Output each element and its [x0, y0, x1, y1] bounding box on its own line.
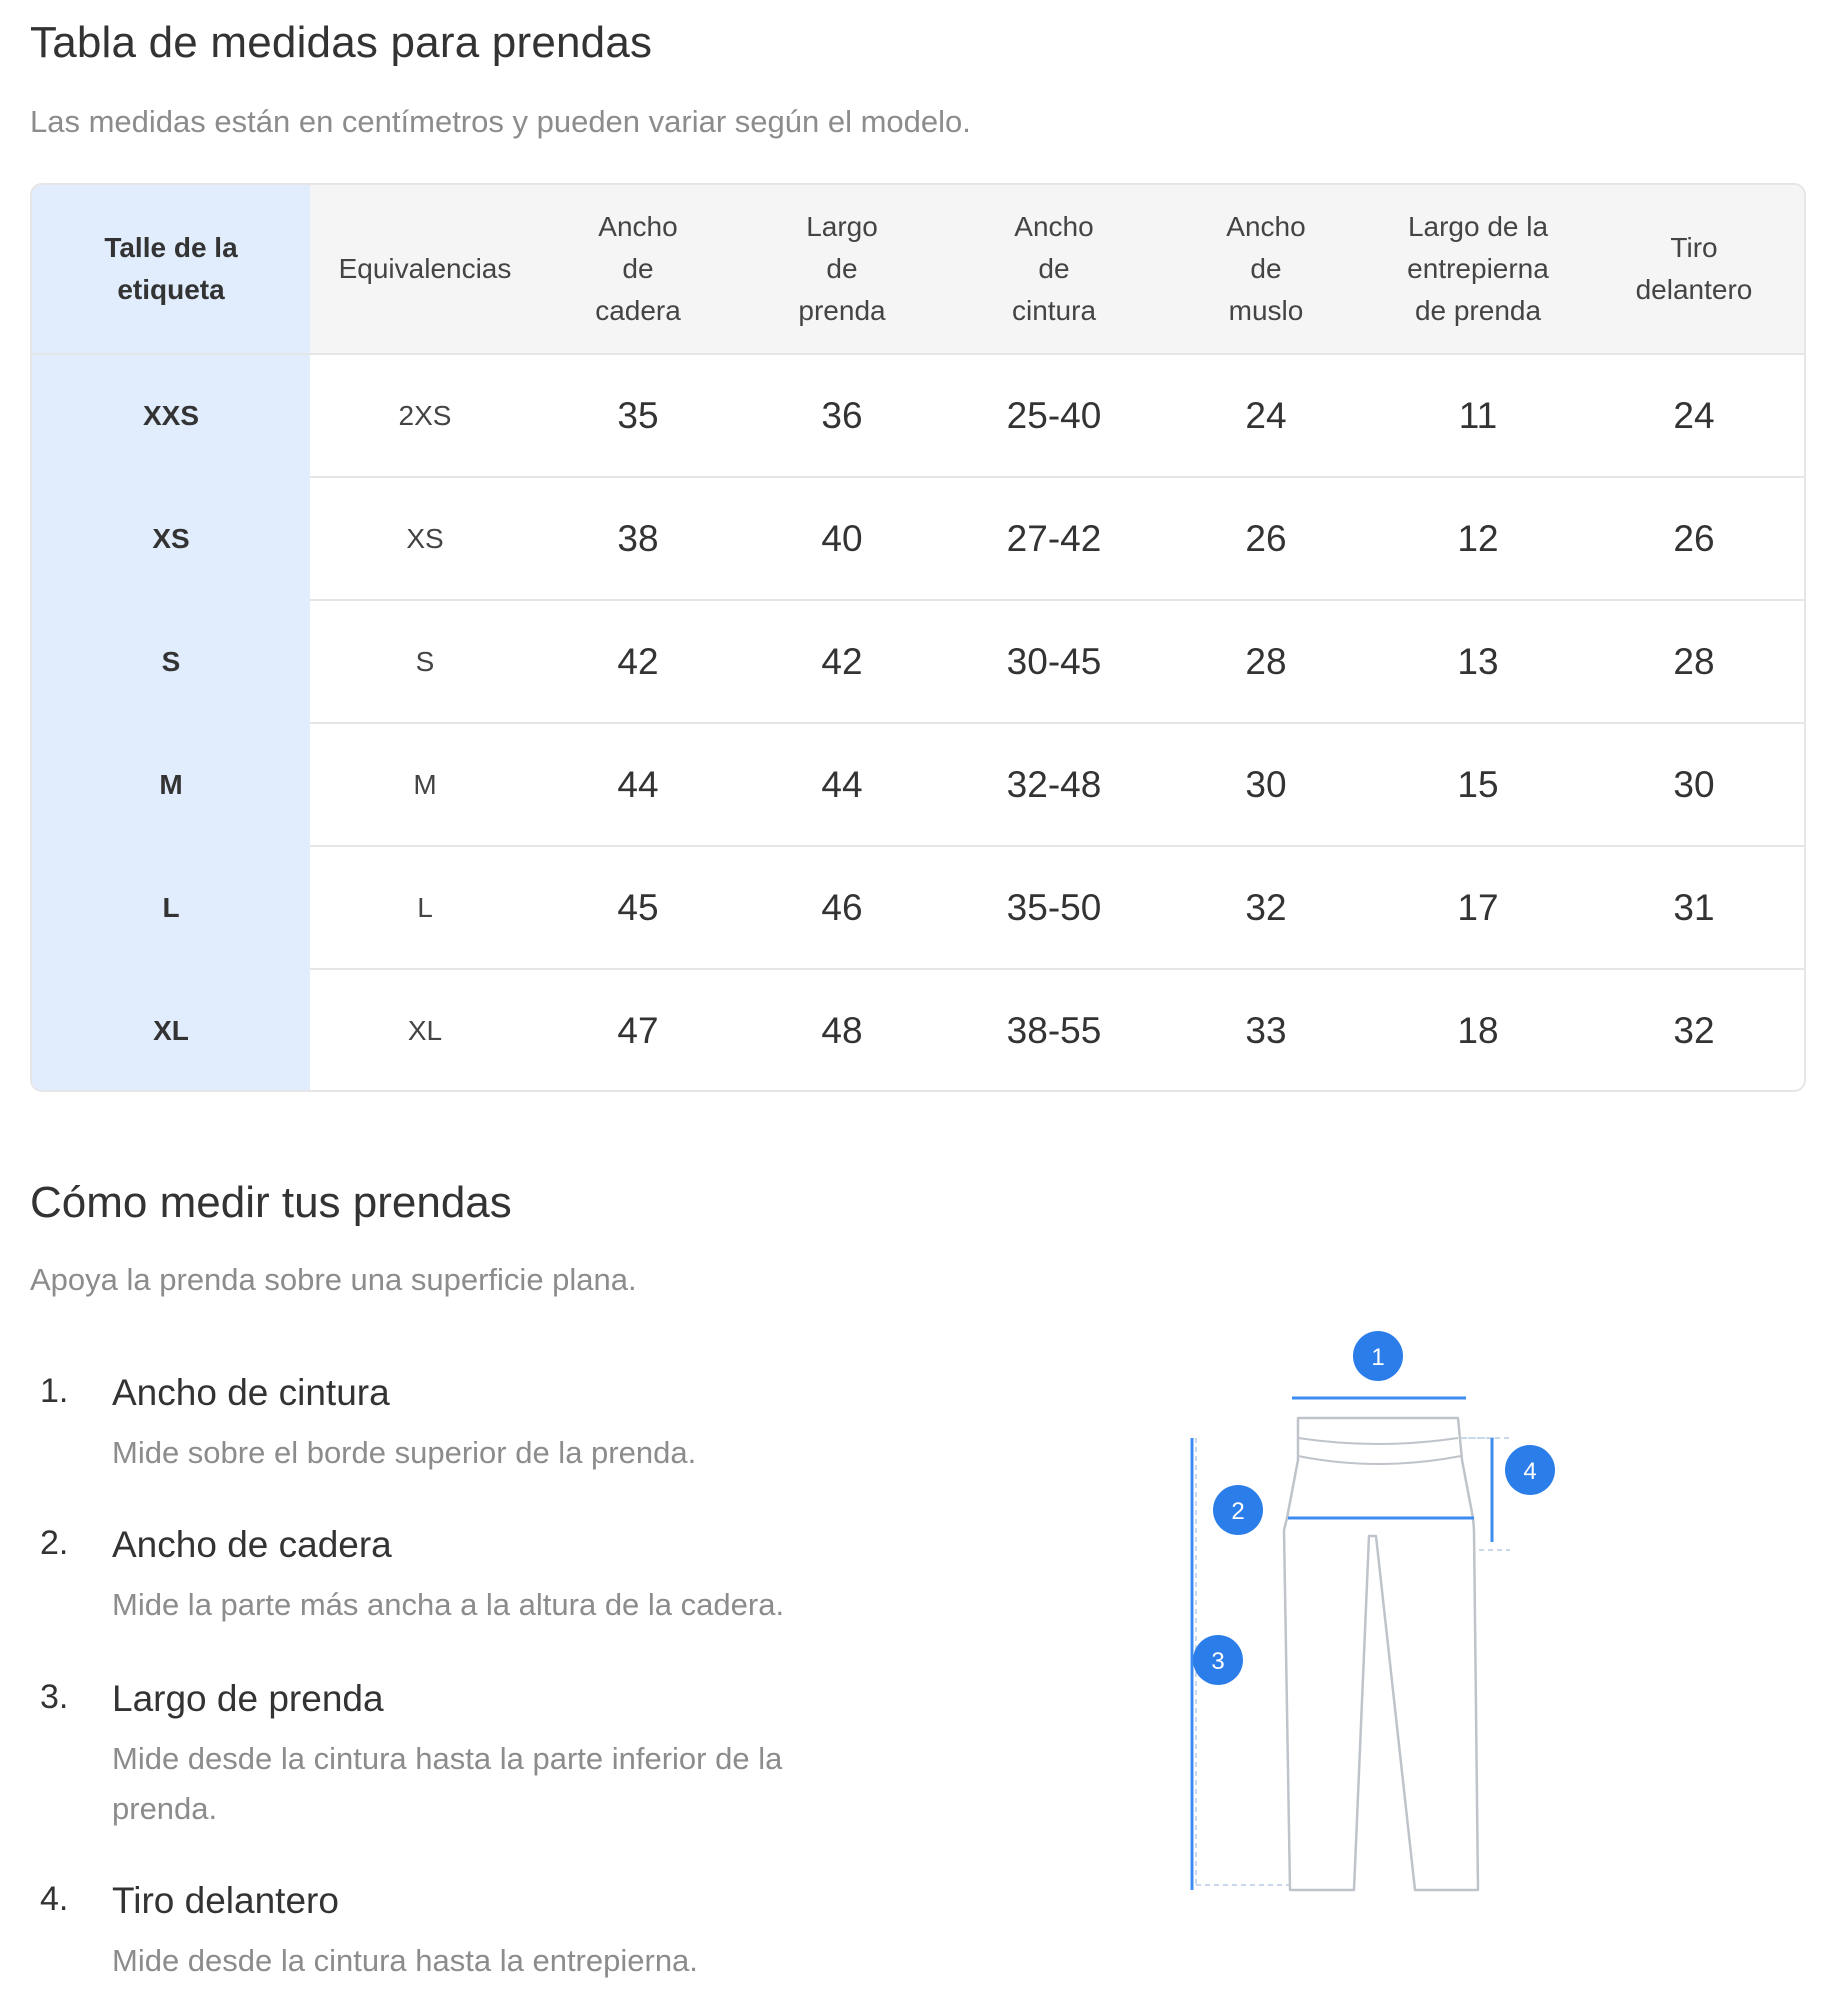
header-ancho-cintura: Ancho de cintura	[948, 185, 1160, 354]
table-header-row	[32, 185, 1804, 354]
table-cell: 25-40	[948, 354, 1160, 477]
table-cell: 24	[1160, 354, 1372, 477]
step-description: Mide sobre el borde superior de la prenda.	[112, 1435, 697, 1470]
step-title: Tiro delantero	[112, 1880, 339, 1921]
svg-text:4: 4	[1523, 1458, 1537, 1485]
size-label-cell: M	[32, 723, 310, 846]
step-number: 2.	[40, 1524, 69, 1562]
header-ancho-muslo: Ancho de muslo	[1160, 185, 1372, 354]
marker-1	[1353, 1331, 1403, 1381]
table-cell: 28	[1160, 600, 1372, 723]
step-description: Mide la parte más ancha a la altura de la cadera.	[112, 1587, 785, 1622]
table-cell: 17	[1372, 846, 1584, 969]
table-cell: 30-45	[948, 600, 1160, 723]
step-description: Mide desde la cintura hasta la parte inferior de la prenda.	[112, 1741, 783, 1826]
table-cell: 12	[1372, 477, 1584, 600]
howto-lead: Apoya la prenda sobre una superficie plana.	[30, 1262, 637, 1297]
step-description: Mide desde la cintura hasta la entrepierna.	[112, 1943, 698, 1978]
header-largo-entrepierna: Largo de la entrepierna de prenda	[1372, 185, 1584, 354]
marker-3	[1193, 1635, 1243, 1685]
svg-text:1: 1	[1371, 1344, 1385, 1371]
size-label-cell: L	[32, 846, 310, 969]
table-cell: 11	[1372, 354, 1584, 477]
table-cell: 46	[736, 846, 948, 969]
size-label-cell: XXS	[32, 354, 310, 477]
size-label-cell: S	[32, 600, 310, 723]
table-cell: 27-42	[948, 477, 1160, 600]
size-label-cell: XL	[32, 969, 310, 1091]
table-cell: 44	[736, 723, 948, 846]
pants-diagram-svg	[1180, 1330, 1620, 1910]
step-title: Ancho de cintura	[112, 1372, 390, 1413]
table-cell: 47	[617, 1009, 659, 1051]
header-tiro-delantero: Tiro delantero	[1584, 185, 1804, 354]
table-cell: 32-48	[948, 723, 1160, 846]
marker-2	[1213, 1485, 1263, 1535]
header-equivalencias: Equivalencias	[310, 185, 540, 354]
equivalence-cell: XL	[407, 1014, 443, 1046]
svg-text:2: 2	[1231, 1498, 1245, 1525]
table-cell: 44	[540, 723, 736, 846]
equivalence-cell: 2XS	[310, 354, 540, 477]
page-subtitle: Las medidas están en centímetros y pueden variar según el modelo.	[30, 104, 971, 139]
table-cell: 30	[1160, 723, 1372, 846]
table-cell: 35	[540, 354, 736, 477]
size-table	[30, 183, 1806, 1092]
step-number: 4.	[40, 1880, 69, 1918]
table-cell: 26	[1160, 477, 1372, 600]
table-cell: 30	[1584, 723, 1804, 846]
table-cell: 38	[540, 477, 736, 600]
header-size-label: Talle de la etiqueta	[32, 185, 310, 354]
table-row	[32, 969, 1804, 1091]
header-largo-prenda: Largo de prenda	[736, 185, 948, 354]
table-cell: 40	[736, 477, 948, 600]
table-cell: 28	[1584, 600, 1804, 723]
step-number: 1.	[40, 1372, 69, 1410]
table-cell: 33	[1245, 1009, 1287, 1051]
table-cell: 48	[821, 1009, 863, 1051]
svg-text:3: 3	[1211, 1648, 1225, 1675]
table-cell: 38-55	[1006, 1009, 1102, 1051]
table-cell: 13	[1372, 600, 1584, 723]
size-label-cell: XS	[32, 477, 310, 600]
size-table-grid	[32, 185, 1804, 1091]
equivalence-cell: S	[310, 600, 540, 723]
table-row	[32, 477, 1804, 600]
table-cell: 31	[1584, 846, 1804, 969]
pants-outline	[1284, 1418, 1478, 1890]
step-title: Ancho de cadera	[112, 1524, 392, 1565]
table-row	[32, 600, 1804, 723]
table-cell: 32	[1160, 846, 1372, 969]
table-row	[32, 354, 1804, 477]
step-number: 3.	[40, 1678, 69, 1716]
equivalence-cell: L	[310, 846, 540, 969]
table-cell: 42	[736, 600, 948, 723]
marker-4	[1505, 1445, 1555, 1495]
table-row	[32, 723, 1804, 846]
equivalence-cell: XS	[310, 477, 540, 600]
table-cell: 45	[540, 846, 736, 969]
table-cell: 36	[736, 354, 948, 477]
table-cell: 26	[1584, 477, 1804, 600]
table-cell: 18	[1457, 1009, 1499, 1051]
step-title: Largo de prenda	[112, 1678, 384, 1719]
pants-measure-icon	[1180, 1330, 1620, 1915]
table-cell: 35-50	[948, 846, 1160, 969]
equivalence-cell: M	[310, 723, 540, 846]
table-cell: 15	[1372, 723, 1584, 846]
table-cell: 42	[540, 600, 736, 723]
table-cell: 32	[1673, 1009, 1715, 1051]
table-row	[32, 846, 1804, 969]
table-cell: 24	[1584, 354, 1804, 477]
howto-title: Cómo medir tus prendas	[30, 1178, 512, 1227]
header-ancho-cadera: Ancho de cadera	[540, 185, 736, 354]
page-title: Tabla de medidas para prendas	[30, 18, 653, 67]
